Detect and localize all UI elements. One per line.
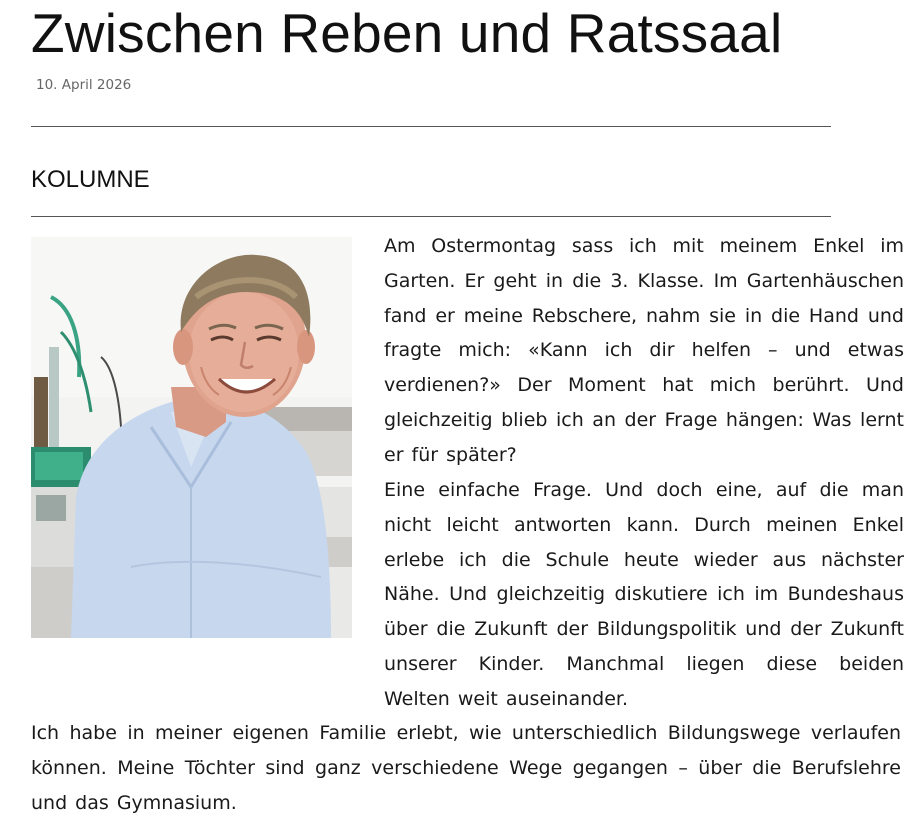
- category-label: KOLUMNE: [31, 166, 150, 193]
- article-paragraph: Ich habe in meiner eigenen Familie erlebt, wie unterschiedlich Bildungswege verlaufen können. Meine Töchter sind ganz verschiedene Wege gegangen – über die Berufslehre und das Gymnasium.: [31, 722, 901, 814]
- article-title: Zwischen Reben und Ratssaal: [31, 2, 783, 64]
- article-paragraph: Am Ostermontag sass ich mit meinem Enkel im Garten. Er geht in die 3. Klasse. Im Gartenhäuschen fand er meine Rebschere, nahm sie in die Hand und fragte mich: «Kann ich dir helfen – und etwas verdienen?» Der Moment hat mich berührt. Und gleichzeitig blieb ich an der Frage hängen: Was lernt er für später?: [384, 235, 904, 466]
- divider-top: [31, 126, 831, 127]
- author-portrait-image: [31, 237, 352, 638]
- divider-bottom: [31, 216, 831, 217]
- author-photo: [31, 237, 352, 638]
- article-date: 10. April 2026: [36, 77, 132, 93]
- article-paragraph: Eine einfache Frage. Und doch eine, auf die man nicht leicht antworten kann. Durch meinen Enkel erlebe ich die Schule heute wieder aus nächster Nähe. Und gleichzeitig diskutiere ich im Bundeshaus über die Zukunft der Bildungspolitik und der Zukunft unserer Kinder. Manchmal liegen diese beiden Welten weit auseinander.: [384, 479, 904, 710]
